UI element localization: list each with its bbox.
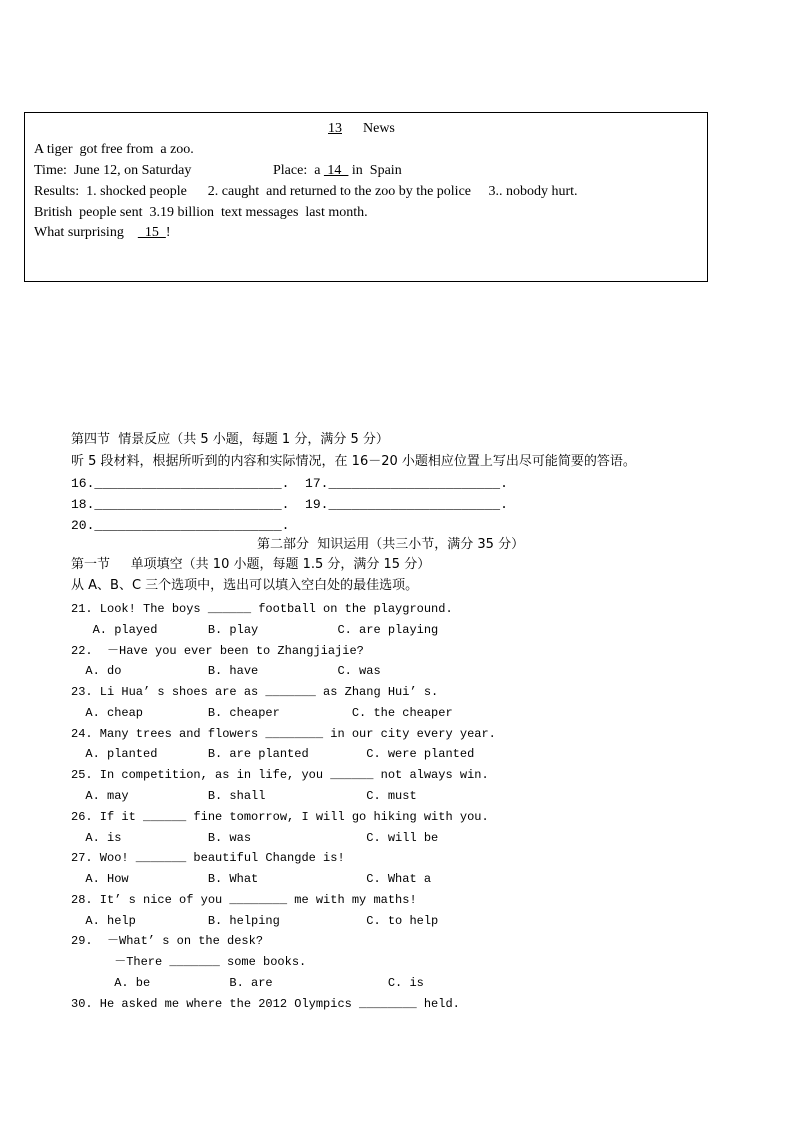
blank-15: 15 <box>137 225 166 240</box>
question-28: 28. It’ s nice of you ________ me with my maths! <box>71 893 417 907</box>
question-28-options[interactable]: A. help B. helping C. to help <box>71 914 439 928</box>
news-time: Time: June 12, on Saturday <box>34 163 192 178</box>
question-21: 21. Look! The boys ______ football on the playground. <box>71 602 453 616</box>
news-surprise-label: What surprising <box>34 225 124 240</box>
news-line-british: British people sent 3.19 billion text messages last month. <box>34 205 368 220</box>
section4-heading: 第四节 情景反应（共 5 小题，每题 1 分，满分 5 分） <box>71 432 389 447</box>
question-26-options[interactable]: A. is B. was C. will be <box>71 831 439 845</box>
answer-line-20[interactable]: 20.________________________. <box>71 518 290 533</box>
question-29-options[interactable]: A. be B. are C. is <box>71 976 424 990</box>
question-23: 23. Li Hua’ s shoes are as _______ as Zhang Hui’ s. <box>71 685 439 699</box>
news-box <box>24 112 708 282</box>
blank-14: 14 <box>323 163 349 178</box>
question-25-options[interactable]: A. may B. shall C. must <box>71 789 417 803</box>
news-place-label: Place: a <box>273 163 321 178</box>
news-place-line <box>273 163 402 179</box>
question-30: 30. He asked me where the 2012 Olympics ________ held. <box>71 997 460 1011</box>
question-27: 27. Woo! _______ beautiful Changde is! <box>71 851 345 865</box>
news-place-tail: in Spain <box>348 163 402 178</box>
question-24: 24. Many trees and flowers ________ in our city every year. <box>71 727 496 741</box>
news-results: Results: 1. shocked people 2. caught and returned to the zoo by the police 3.. nobody hurt. <box>34 184 578 199</box>
question-24-options[interactable]: A. planted B. are planted C. were planted <box>71 747 475 761</box>
section1-heading: 第一节 单项填空（共 10 小题，每题 1.5 分，满分 15 分） <box>71 557 431 572</box>
section4-instruction: 听 5 段材料，根据所听到的内容和实际情况，在 16－20 小题相应位置上写出尽可能简要的答语。 <box>71 454 636 469</box>
question-29-dialogue: －There _______ some books. <box>71 955 307 969</box>
news-line-tiger: A tiger got free from a zoo. <box>34 142 194 157</box>
question-22: 22. －Have you ever been to Zhangjiajie? <box>71 644 364 658</box>
news-surprise-tail: ! <box>165 225 171 240</box>
news-title-line <box>328 121 395 137</box>
question-23-options[interactable]: A. cheap B. cheaper C. the cheaper <box>71 706 453 720</box>
news-title: News <box>363 121 395 136</box>
news-surprise-line <box>34 225 171 241</box>
blank-13: 13 <box>328 121 342 136</box>
question-27-options[interactable]: A. How B. What C. What a <box>71 872 432 886</box>
question-25: 25. In competition, as in life, you ______ not always win. <box>71 768 489 782</box>
question-26: 26. If it ______ fine tomorrow, I will go hiking with you. <box>71 810 489 824</box>
section1-instruction: 从 A、B、C 三个选项中，选出可以填入空白处的最佳选项。 <box>71 578 419 593</box>
question-21-options[interactable]: A. played B. play C. are playing <box>71 623 439 637</box>
part2-heading: 第二部分 知识运用（共三小节，满分 35 分） <box>257 537 525 552</box>
question-29: 29. －What’ s on the desk? <box>71 934 264 948</box>
question-22-options[interactable]: A. do B. have C. was <box>71 664 381 678</box>
answer-line-18-19[interactable]: 18.________________________. 19.______________________. <box>71 497 508 512</box>
answer-line-16-17[interactable]: 16.________________________. 17.______________________. <box>71 476 508 491</box>
